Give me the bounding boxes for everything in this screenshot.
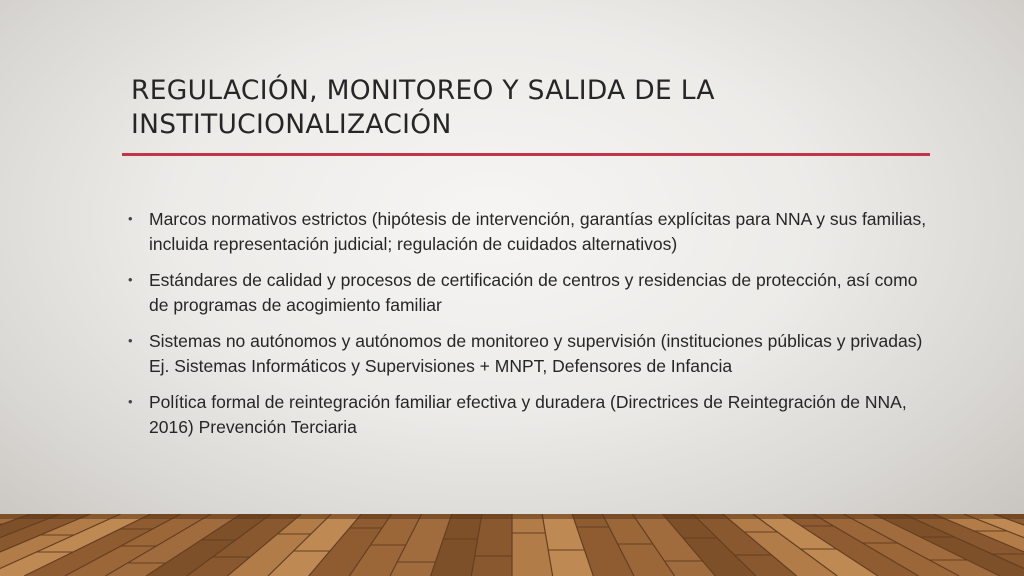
wood-floor-planks <box>0 514 1024 576</box>
bullet-icon: • <box>128 394 133 409</box>
slide-title <box>131 74 931 142</box>
title-underline-divider <box>122 153 930 156</box>
bullet-text-4: Política formal de reintegración familiar efectiva y duradera (Directrices de Reintegración de NNA, 2016) Prevención Terciaria <box>149 392 907 437</box>
bullet-item-4 <box>128 390 928 439</box>
bullet-icon: • <box>128 333 133 348</box>
bullet-item-1 <box>128 207 928 256</box>
floor-edge-shadow <box>0 514 1024 519</box>
bullet-text-2: Estándares de calidad y procesos de certificación de centros y residencias de protección, así como de programas de acogimiento familiar <box>149 270 918 315</box>
slide-title-line-1: REGULACIÓN, MONITOREO Y SALIDA DE LA <box>131 75 715 106</box>
bullet-text-1: Marcos normativos estrictos (hipótesis de intervención, garantías explícitas para NNA y sus familias, incluida representación judicial; regulación de cuidados alternativos) <box>149 209 927 254</box>
slide-title-line-2: INSTITUCIONALIZACIÓN <box>131 109 452 140</box>
wood-floor-background <box>0 514 1024 576</box>
bullet-text-3: Sistemas no autónomos y autónomos de monitoreo y supervisión (instituciones públicas y privadas) Ej. Sistemas Informáticos y Supervisiones + MNPT, Defensores de Infancia <box>149 331 923 376</box>
bullet-list <box>128 207 928 451</box>
bullet-item-2 <box>128 268 928 317</box>
bullet-icon: • <box>128 211 133 226</box>
bullet-item-3 <box>128 329 928 378</box>
floor-sheen <box>0 519 1024 576</box>
bullet-icon: • <box>128 272 133 287</box>
